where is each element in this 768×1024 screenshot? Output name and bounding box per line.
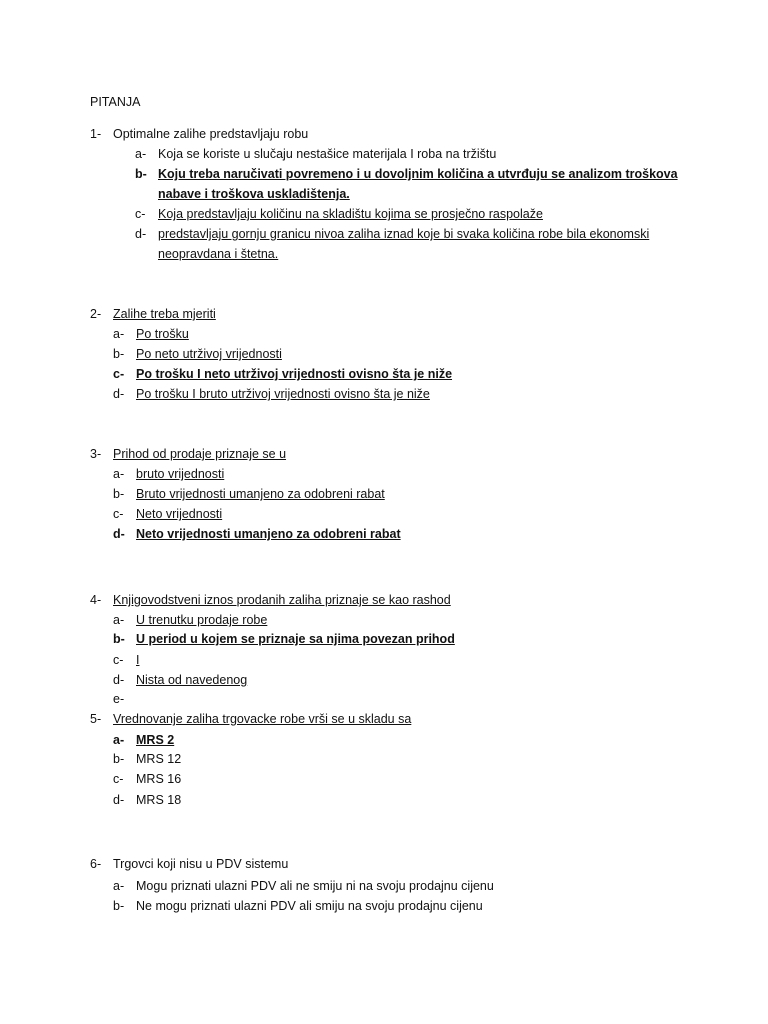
option-marker: d- — [135, 227, 147, 241]
option-text: Po trošku I neto utrživoj vrijednosti ovisno šta je niže — [136, 367, 453, 381]
question-number: 1- — [90, 127, 102, 141]
question-text: Vrednovanje zaliha trgovacke robe vrši se u skladu sa — [113, 712, 412, 726]
option-marker: e- — [113, 692, 125, 706]
option-text: MRS 18 — [136, 793, 182, 807]
option-text: I — [136, 653, 140, 667]
option-text: MRS 2 — [136, 733, 175, 747]
option-text: Mogu priznati ulazni PDV ali ne smiju ni na svoju prodajnu cijenu — [136, 879, 494, 893]
option-text: Po neto utrživoj vrijednosti — [136, 347, 282, 361]
option-marker: c- — [113, 367, 125, 381]
option-text: Ne mogu priznati ulazni PDV ali smiju na svoju prodajnu cijenu — [136, 899, 483, 913]
option-text: Neto vrijednosti umanjeno za odobreni rabat — [136, 527, 401, 541]
option-marker: b- — [113, 632, 125, 646]
option-text: Nista od navedenog — [136, 673, 248, 687]
option-marker: d- — [113, 673, 125, 687]
option-marker: a- — [113, 613, 125, 627]
question-text: Knjigovodstveni iznos prodanih zaliha priznaje se kao rashod — [113, 593, 451, 607]
question-number: 2- — [90, 307, 102, 321]
option-text: Koja se koriste u slučaju nestašice materijala I roba na tržištu — [158, 147, 497, 161]
option-marker: d- — [113, 793, 125, 807]
option-marker: b- — [135, 167, 147, 181]
option-text: Koju treba naručivati povremeno i u dovoljnim količina a utvrđuju se analizom troškova — [158, 167, 678, 181]
option-marker: c- — [113, 772, 124, 786]
option-marker: b- — [113, 899, 125, 913]
option-text: predstavljaju gornju granicu nivoa zaliha iznad koje bi svaka količina robe bila ekonomski — [158, 227, 650, 241]
question-number: 3- — [90, 447, 102, 461]
option-marker: a- — [113, 467, 125, 481]
option-marker: c- — [113, 653, 124, 667]
option-text: Koja predstavljaju količinu na skladištu kojima se prosječno raspolaže — [158, 207, 543, 221]
option-marker: d- — [113, 387, 125, 401]
option-text: Bruto vrijednosti umanjeno za odobreni rabat — [136, 487, 385, 501]
option-marker: b- — [113, 487, 125, 501]
question-text: Zalihe treba mjeriti — [113, 307, 216, 321]
option-text: MRS 12 — [136, 752, 182, 766]
option-text: Neto vrijednosti — [136, 507, 223, 521]
option-text: bruto vrijednosti — [136, 467, 225, 481]
question-number: 5- — [90, 712, 102, 726]
option-marker: c- — [113, 507, 124, 521]
option-text-continued: nabave i troškova uskladištenja. — [158, 187, 350, 201]
option-text: Po trošku I bruto utrživoj vrijednosti ovisno šta je niže — [136, 387, 430, 401]
question-text: Prihod od prodaje priznaje se u — [113, 447, 287, 461]
option-marker: b- — [113, 752, 125, 766]
option-text: Po trošku — [136, 327, 189, 341]
option-text: U period u kojem se priznaje sa njima povezan prihod — [136, 632, 455, 646]
option-marker: a- — [113, 879, 125, 893]
page-title: PITANJA — [90, 95, 141, 109]
question-text: Optimalne zalihe predstavljaju robu — [113, 127, 309, 141]
option-text: U trenutku prodaje robe — [136, 613, 268, 627]
option-marker: a- — [113, 327, 125, 341]
option-marker: a- — [135, 147, 147, 161]
option-marker: c- — [135, 207, 146, 221]
option-text: MRS 16 — [136, 772, 182, 786]
option-marker: b- — [113, 347, 125, 361]
question-number: 6- — [90, 857, 102, 871]
option-text-continued: neopravdana i štetna. — [158, 247, 279, 261]
option-marker: d- — [113, 527, 125, 541]
option-marker: a- — [113, 733, 125, 747]
question-text: Trgovci koji nisu u PDV sistemu — [113, 857, 289, 871]
question-number: 4- — [90, 593, 102, 607]
